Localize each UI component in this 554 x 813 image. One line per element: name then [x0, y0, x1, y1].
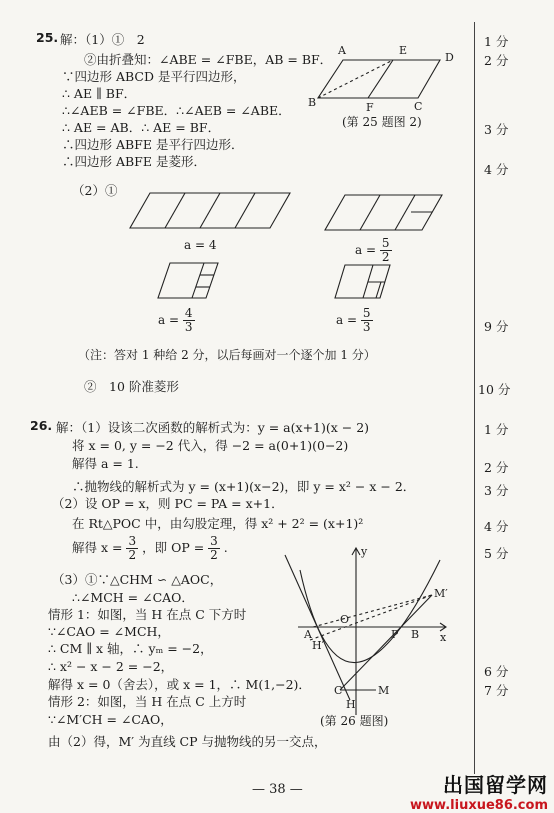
q25-line8: ∴四边形 ABFE 是菱形．	[62, 154, 206, 169]
q26-line3: 解得 a = 1.	[72, 456, 139, 471]
score-q25-2: 2 分	[484, 53, 509, 68]
q26-label-y: y	[361, 545, 368, 558]
q26-label-B: B	[411, 628, 420, 641]
site-logo-title: 出国留学网	[443, 773, 548, 797]
q26-label-O: O	[340, 613, 350, 626]
q26-label-C: C	[334, 684, 343, 697]
score-margin-line	[474, 22, 475, 774]
q26-label-A: A	[304, 628, 312, 641]
q25-caption-a4: a = 4	[184, 238, 217, 252]
q25-line4: ∴ AE ∥ BF．	[62, 86, 137, 101]
score-q25-1: 1 分	[484, 34, 509, 49]
score-q25-9: 9 分	[484, 319, 509, 334]
q25-label-B: B	[308, 96, 317, 109]
q26-line16: ∵∠M′CH = ∠CAO，	[48, 712, 173, 727]
q25-caption-a43: a = $\frac{4}{3}$	[158, 306, 193, 334]
q26-line8: （3）①∵△CHM ∽ △AOC，	[52, 572, 223, 587]
q26-line11: ∵∠CAO = ∠MCH，	[48, 624, 170, 639]
q26-line10: 情形 1：如图，当 H 在点 C 下方时	[48, 607, 247, 622]
q26-line5: （2）设 OP = x，则 PC = PA = x+1．	[52, 496, 284, 511]
q26-line14: 解得 x = 0（舍去），或 x = 1，∴ M(1,−2)．	[48, 677, 311, 692]
q26-line7: 解得 x = $\frac{3}{2}$ ，即 OP = $\frac{3}{2}$ .	[72, 534, 228, 562]
q26-number: 26.	[30, 418, 53, 433]
q26-label-H: H	[346, 698, 356, 711]
q25-label-D: D	[445, 51, 454, 64]
q26-line17: 由（2）得，M′ 为直线 CP 与抛物线的另一交点，	[48, 734, 327, 749]
q26-line1: 解：（1）设该二次函数的解析式为：y = a(x+1)(x − 2)	[56, 420, 370, 435]
score-q25-10: 10 分	[478, 382, 511, 397]
q26-line12: ∴ CM ∥ x 轴，∴ yₘ = −2，	[48, 641, 213, 656]
q26-label-Hprime: H′	[312, 639, 325, 652]
q26-line13: ∴ x² − x − 2 = −2，	[48, 659, 174, 674]
page-number: — 38 —	[252, 782, 303, 797]
q25-part2b: ② 10 阶准菱形	[84, 379, 179, 394]
q26-line2: 将 x = 0, y = −2 代入，得 −2 = a(0+1)(0−2)	[72, 438, 349, 453]
q25-number: 25.	[36, 30, 59, 45]
site-logo	[410, 769, 548, 813]
q26-label-x: x	[440, 631, 447, 644]
q25-line7: ∴四边形 ABFE 是平行四边形．	[62, 137, 244, 152]
q25-line3: ∵四边形 ABCD 是平行四边形，	[62, 69, 246, 84]
q25-part2: （2）①	[72, 183, 118, 198]
score-q25-3: 3 分	[484, 122, 509, 137]
score-q26-3: 3 分	[484, 483, 509, 498]
q26-line6: 在 Rt△POC 中，由勾股定理，得 x² + 2² = (x+1)²	[72, 516, 364, 531]
q26-label-Mprime: M′	[434, 587, 448, 600]
q26-label-P: P	[391, 628, 399, 641]
q25-line5: ∴∠AEB = ∠FBE．∴∠AEB = ∠ABE．	[62, 103, 291, 118]
q25-label-F: F	[366, 101, 374, 114]
score-q26-2: 2 分	[484, 460, 509, 475]
q25-label-A: A	[338, 44, 346, 57]
q25-line2: ②由折叠知：∠ABE = ∠FBE，AB = BF．	[84, 52, 333, 67]
score-q25-4: 4 分	[484, 162, 509, 177]
q25-label-E: E	[399, 44, 408, 57]
q25-line6: ∴ AE = AB．∴ AE = BF．	[62, 120, 221, 135]
q26-figure-caption: (第 26 题图)	[320, 714, 389, 728]
score-q26-7: 7 分	[484, 683, 509, 698]
site-logo-url: www.liuxue86.com	[410, 798, 548, 813]
q25-note: （注：答对 1 种给 2 分，以后每画对一个逐个加 1 分）	[78, 348, 376, 362]
score-q26-1: 1 分	[484, 422, 509, 437]
q26-label-M: M	[378, 684, 390, 697]
q26-line9: ∴∠MCH = ∠CAO．	[72, 590, 194, 605]
q25-label-C: C	[414, 100, 423, 113]
q25-caption-a53: a = $\frac{5}{3}$	[336, 306, 371, 334]
q26-line4: ∴抛物线的解析式为 y = (x+1)(x−2)，即 y = x² − x − 2．	[72, 479, 416, 494]
q26-line15: 情形 2：如图，当 H 在点 C 上方时	[48, 694, 247, 709]
q25-caption-a52: a = $\frac{5}{2}$	[355, 236, 390, 264]
q25-line1: 解：（1）① 2	[60, 32, 145, 47]
q25-figure-caption: (第 25 题图 2)	[342, 115, 422, 129]
score-q26-4: 4 分	[484, 519, 509, 534]
score-q26-5: 5 分	[484, 546, 509, 561]
score-q26-6: 6 分	[484, 664, 509, 679]
